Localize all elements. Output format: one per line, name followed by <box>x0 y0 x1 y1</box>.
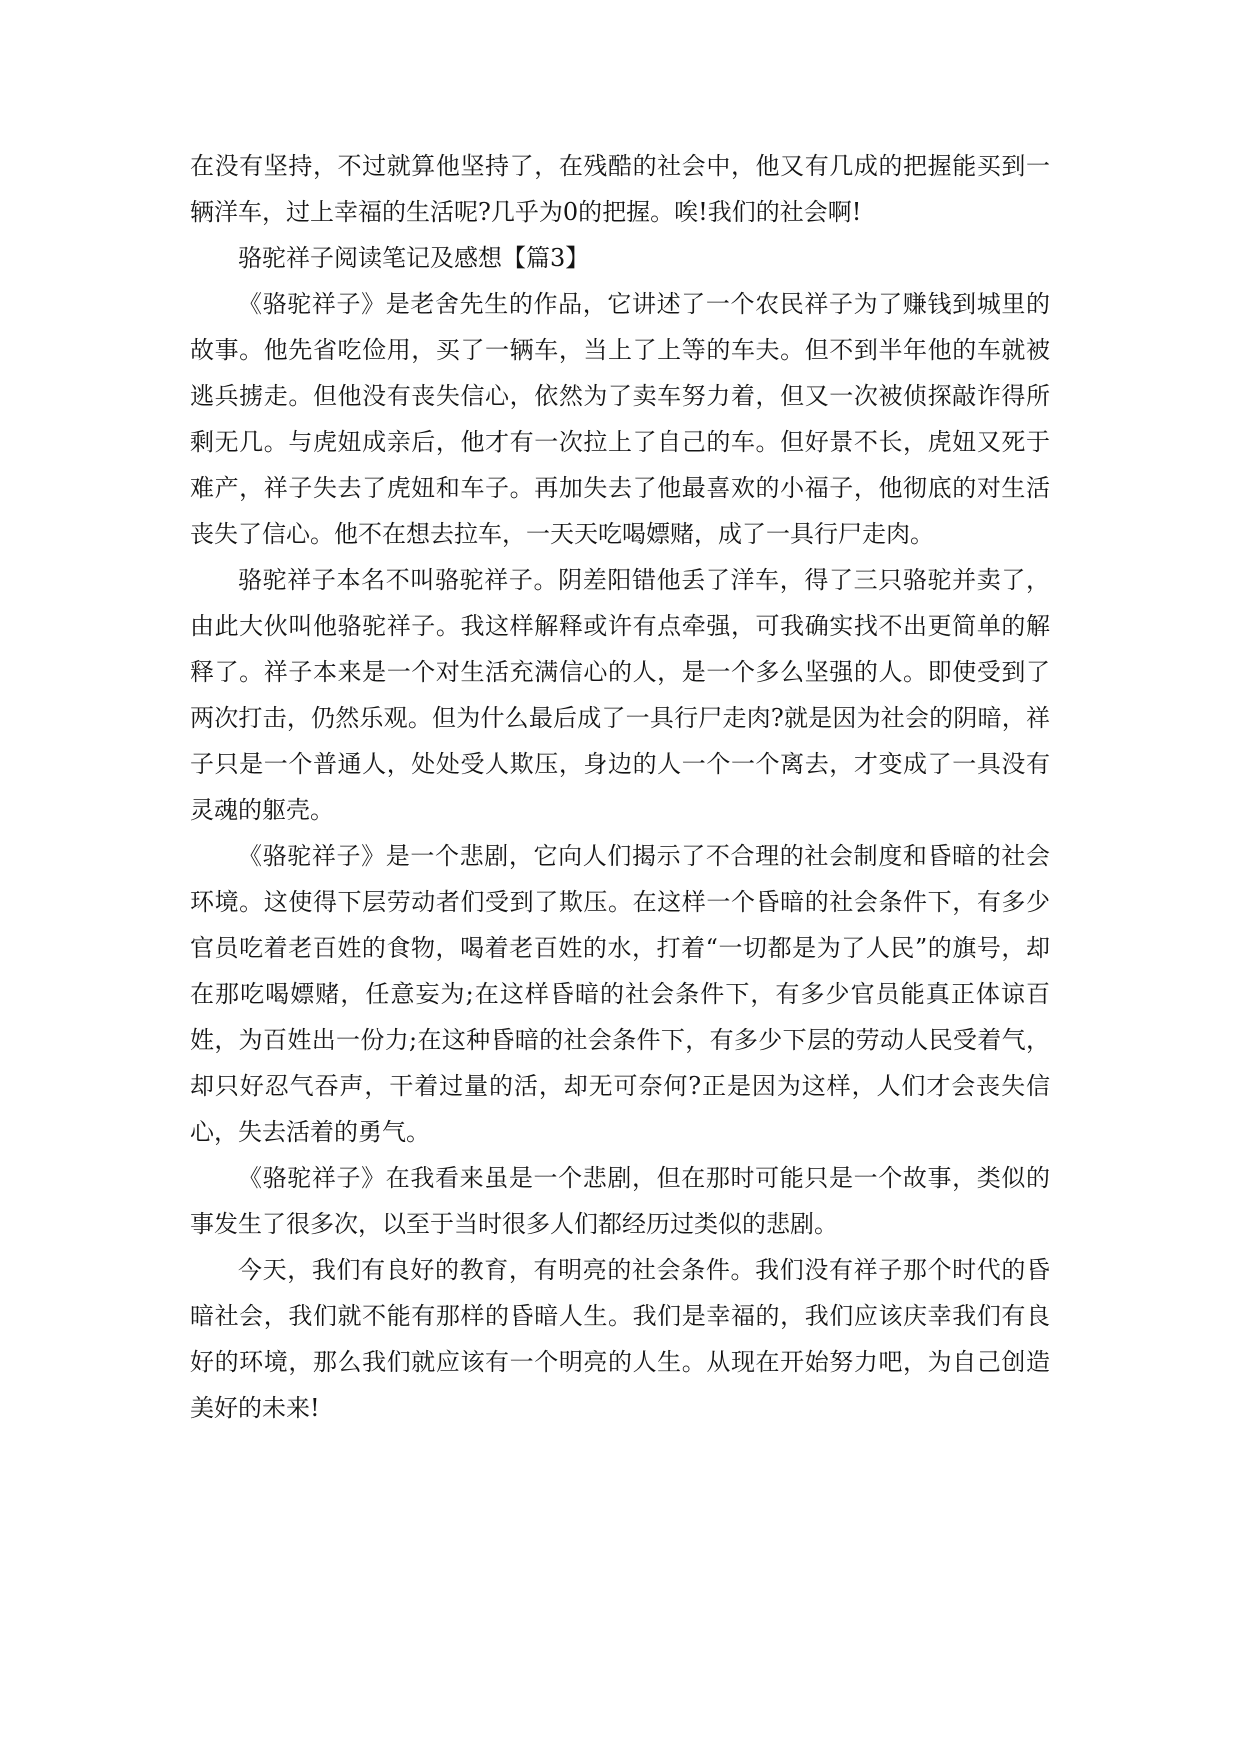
paragraph: 今天，我们有良好的教育，有明亮的社会条件。我们没有祥子那个时代的昏暗社会，我们就不能有那样的昏暗人生。我们是幸福的，我们应该庆幸我们有良好的环境，那么我们就应该有一个明亮的人生。从现在开始努力吧，为自己创造美好的未来! <box>190 1256 1050 1422</box>
paragraph: 《骆驼祥子》是一个悲剧，它向人们揭示了不合理的社会制度和昏暗的社会环境。这使得下层劳动者们受到了欺压。在这样一个昏暗的社会条件下，有多少官员吃着老百姓的食物，喝着老百姓的水，打着“一切都是为了人民”的旗号，却在那吃喝嫖赌，任意妄为;在这样昏暗的社会条件下，有多少官员能真正体谅百姓，为百姓出一份力;在这种昏暗的社会条件下，有多少下层的劳动人民受着气，却只好忍气吞声，干着过量的活，却无可奈何?正是因为这样，人们才会丧失信心，失去活着的勇气。 <box>190 842 1050 1146</box>
paragraph: 《骆驼祥子》在我看来虽是一个悲剧，但在那时可能只是一个故事，类似的事发生了很多次，以至于当时很多人们都经历过类似的悲剧。 <box>190 1164 1050 1238</box>
paragraph-continuation: 在没有坚持，不过就算他坚持了，在残酷的社会中，他又有几成的把握能买到一辆洋车，过上幸福的生活呢?几乎为0的把握。唉!我们的社会啊! <box>190 152 1050 226</box>
paragraph: 《骆驼祥子》是老舍先生的作品，它讲述了一个农民祥子为了赚钱到城里的故事。他先省吃俭用，买了一辆车，当上了上等的车夫。但不到半年他的车就被逃兵掳走。但他没有丧失信心，依然为了卖车努力着，但又一次被侦探敲诈得所剩无几。与虎妞成亲后，他才有一次拉上了自己的车。但好景不长，虎妞又死于难产，祥子失去了虎妞和车子。再加失去了他最喜欢的小福子，他彻底的对生活丧失了信心。他不在想去拉车，一天天吃喝嫖赌，成了一具行尸走肉。 <box>190 290 1050 548</box>
section-heading: 骆驼祥子阅读笔记及感想【篇3】 <box>238 244 590 272</box>
paragraph: 骆驼祥子本名不叫骆驼祥子。阴差阳错他丢了洋车，得了三只骆驼并卖了，由此大伙叫他骆驼祥子。我这样解释或许有点牵强，可我确实找不出更简单的解释了。祥子本来是一个对生活充满信心的人，是一个多么坚强的人。即使受到了两次打击，仍然乐观。但为什么最后成了一具行尸走肉?就是因为社会的阴暗，祥子只是一个普通人，处处受人欺压，身边的人一个一个离去，才变成了一具没有灵魂的躯壳。 <box>190 566 1050 824</box>
article-body <box>190 143 1050 1431</box>
